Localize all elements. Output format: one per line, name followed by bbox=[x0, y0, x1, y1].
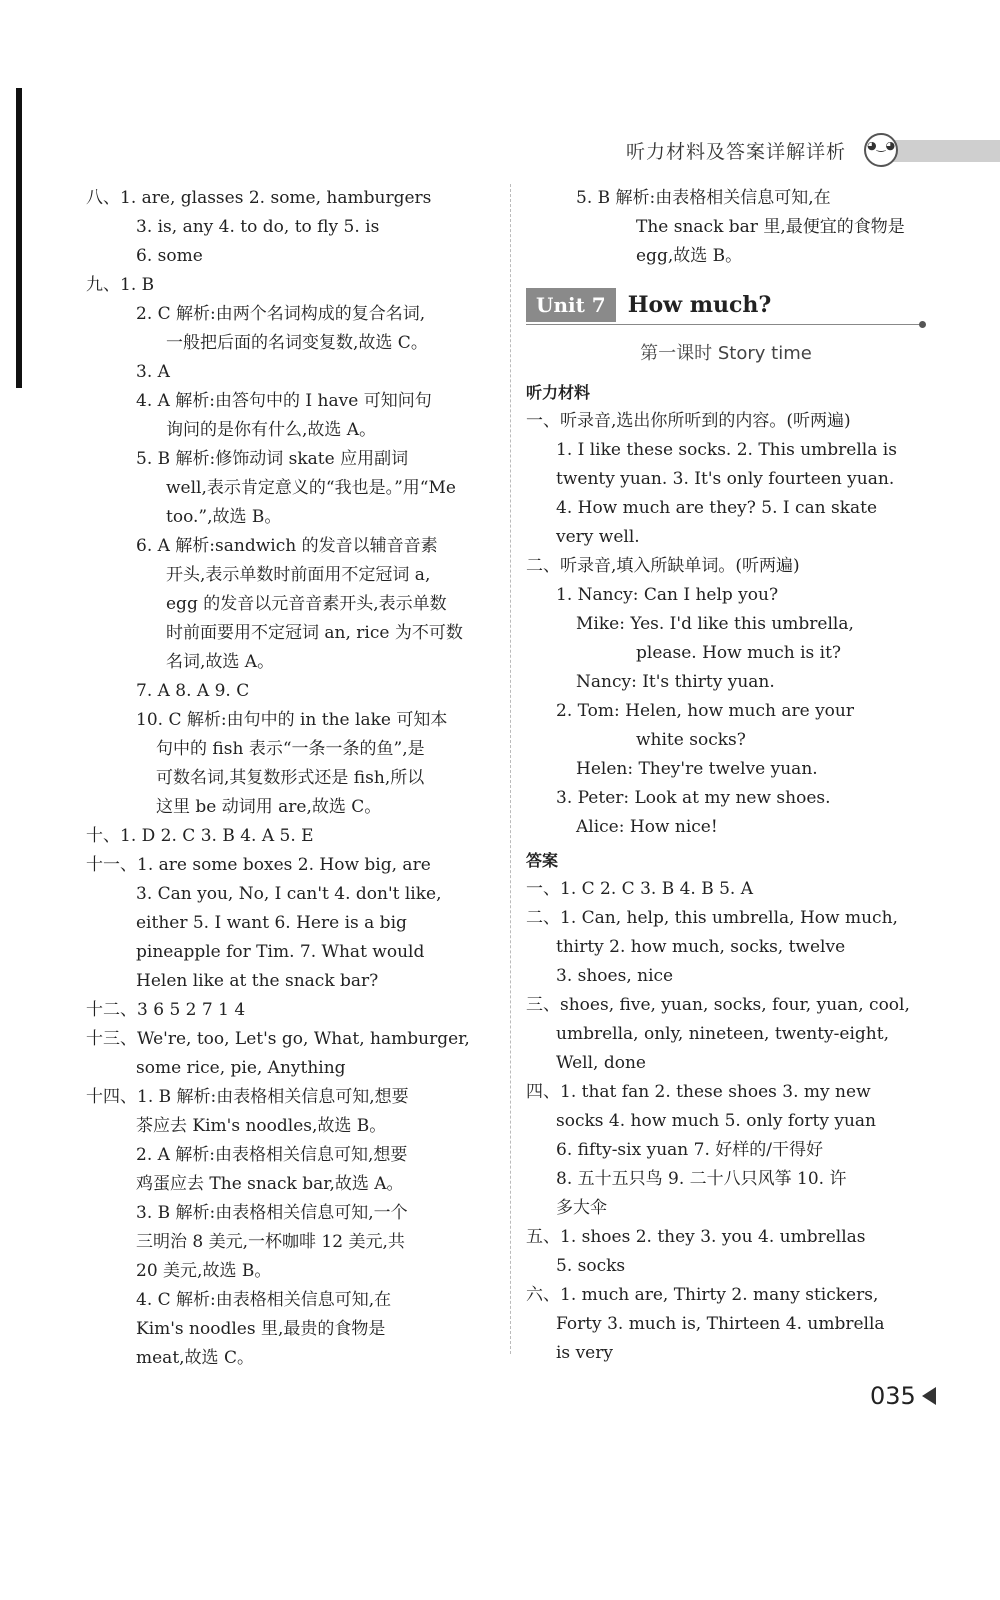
right-column bbox=[526, 184, 926, 1368]
text-line: 一般把后面的名词变复数,故选 C。 bbox=[166, 333, 428, 353]
text-line: Helen: They're twelve yuan. bbox=[576, 759, 818, 779]
text-line: 时前面要用不定冠词 an, rice 为不可数 bbox=[166, 623, 463, 643]
text-line: 3. is, any 4. to do, to fly 5. is bbox=[136, 217, 380, 237]
text-line: umbrella, only, nineteen, twenty-eight, bbox=[556, 1024, 889, 1044]
text-line: 多大伞 bbox=[556, 1198, 607, 1218]
text-line: 一、1. C 2. C 3. B 4. B 5. A bbox=[526, 879, 754, 899]
text-line: too.”,故选 B。 bbox=[166, 507, 282, 527]
text-line: 5. socks bbox=[556, 1256, 626, 1276]
text-line: 1. Nancy: Can I help you? bbox=[556, 585, 779, 605]
text-line: 十、1. D 2. C 3. B 4. A 5. E bbox=[86, 826, 314, 846]
text-line: pineapple for Tim. 7. What would bbox=[136, 942, 425, 962]
text-line: some rice, pie, Anything bbox=[136, 1058, 346, 1078]
text-line: 十四、1. B 解析:由表格相关信息可知,想要 bbox=[86, 1087, 409, 1107]
text-line: 二、听录音,填入所缺单词。(听两遍) bbox=[526, 556, 800, 576]
text-line: Nancy: It's thirty yuan. bbox=[576, 672, 775, 692]
text-line: 十二、3 6 5 2 7 1 4 bbox=[86, 1000, 246, 1020]
text-line: 2. Tom: Helen, how much are your bbox=[556, 701, 854, 721]
text-line: 5. B 解析:由表格相关信息可知,在 bbox=[576, 188, 831, 208]
text-line: egg 的发音以元音音素开头,表示单数 bbox=[166, 594, 447, 614]
text-line: please. How much is it? bbox=[636, 643, 842, 663]
column-divider bbox=[510, 184, 511, 1354]
unit-underline-dot bbox=[919, 321, 926, 328]
page-header bbox=[610, 128, 1000, 172]
text-line: 名词,故选 A。 bbox=[166, 652, 275, 672]
lesson-title: 第一课时 Story time bbox=[640, 343, 812, 364]
text-line: well,表示肯定意义的“我也是。”用“Me bbox=[166, 478, 456, 498]
text-line: 3. A bbox=[136, 362, 170, 382]
text-line: 6. fifty-six yuan 7. 好样的/干得好 bbox=[556, 1140, 823, 1160]
text-line: 6. some bbox=[136, 246, 203, 266]
text-line: meat,故选 C。 bbox=[136, 1348, 254, 1368]
text-line: 3. B 解析:由表格相关信息可知,一个 bbox=[136, 1203, 408, 1223]
text-line: 这里 be 动词用 are,故选 C。 bbox=[156, 797, 382, 817]
text-line: 五、1. shoes 2. they 3. you 4. umbrellas bbox=[526, 1227, 866, 1247]
unit-underline bbox=[526, 324, 920, 325]
text-line: Kim's noodles 里,最贵的食物是 bbox=[136, 1319, 386, 1339]
text-line: 7. A 8. A 9. C bbox=[136, 681, 250, 701]
page-number bbox=[870, 1382, 936, 1410]
text-line: twenty yuan. 3. It's only fourteen yuan. bbox=[556, 469, 895, 489]
text-line: 十一、1. are some boxes 2. How big, are bbox=[86, 855, 431, 875]
text-line: 鸡蛋应去 The snack bar,故选 A。 bbox=[136, 1174, 404, 1194]
text-line: 开头,表示单数时前面用不定冠词 a, bbox=[166, 565, 431, 585]
left-column bbox=[86, 184, 486, 1373]
text-line: 茶应去 Kim's noodles,故选 B。 bbox=[136, 1116, 387, 1136]
unit-badge: Unit 7 bbox=[526, 288, 616, 322]
text-line: thirty 2. how much, socks, twelve bbox=[556, 937, 846, 957]
mascot-icon bbox=[864, 133, 898, 167]
text-line: 九、1. B bbox=[86, 275, 155, 295]
triangle-left-icon bbox=[922, 1387, 936, 1405]
text-line: very well. bbox=[556, 527, 640, 547]
text-line: 一、听录音,选出你所听到的内容。(听两遍) bbox=[526, 411, 851, 431]
text-line: 可数名词,其复数形式还是 fish,所以 bbox=[156, 768, 425, 788]
section-listening-title: 听力材料 bbox=[526, 383, 591, 402]
text-line: The snack bar 里,最便宜的食物是 bbox=[636, 217, 905, 237]
text-line: either 5. I want 6. Here is a big bbox=[136, 913, 407, 933]
text-line: 三、shoes, five, yuan, socks, four, yuan, cool, bbox=[526, 995, 910, 1015]
text-line: 2. C 解析:由两个名词构成的复合名词, bbox=[136, 304, 426, 324]
text-line: Helen like at the snack bar? bbox=[136, 971, 379, 991]
text-line: white socks? bbox=[636, 730, 746, 750]
text-line: 3. shoes, nice bbox=[556, 966, 674, 986]
text-line: Mike: Yes. I'd like this umbrella, bbox=[576, 614, 854, 634]
text-line: egg,故选 B。 bbox=[636, 246, 743, 266]
text-line: 10. C 解析:由句中的 in the lake 可知本 bbox=[136, 710, 448, 730]
page-number-text: 035 bbox=[870, 1382, 916, 1410]
header-band bbox=[880, 140, 1000, 162]
text-line: 3. Can you, No, I can't 4. don't like, bbox=[136, 884, 442, 904]
text-line: 八、1. are, glasses 2. some, hamburgers bbox=[86, 188, 432, 208]
text-line: 5. B 解析:修饰动词 skate 应用副词 bbox=[136, 449, 409, 469]
text-line: Forty 3. much is, Thirteen 4. umbrella bbox=[556, 1314, 885, 1334]
text-line: 四、1. that fan 2. these shoes 3. my new bbox=[526, 1082, 871, 1102]
text-line: 三明治 8 美元,一杯咖啡 12 美元,共 bbox=[136, 1232, 405, 1252]
unit-heading bbox=[526, 285, 926, 325]
section-answers-title: 答案 bbox=[526, 851, 559, 870]
text-line: Well, done bbox=[556, 1053, 646, 1073]
text-line: 1. I like these socks. 2. This umbrella is bbox=[556, 440, 897, 460]
text-line: 6. A 解析:sandwich 的发音以辅音音素 bbox=[136, 536, 438, 556]
text-line: 4. C 解析:由表格相关信息可知,在 bbox=[136, 1290, 392, 1310]
text-line: 十三、We're, too, Let's go, What, hamburger, bbox=[86, 1029, 470, 1049]
text-line: 3. Peter: Look at my new shoes. bbox=[556, 788, 831, 808]
text-line: 20 美元,故选 B。 bbox=[136, 1261, 272, 1281]
unit-name: How much? bbox=[627, 291, 772, 318]
text-line: 8. 五十五只鸟 9. 二十八只风筝 10. 许 bbox=[556, 1169, 847, 1189]
text-line: 句中的 fish 表示“一条一条的鱼”,是 bbox=[156, 739, 425, 759]
text-line: 二、1. Can, help, this umbrella, How much, bbox=[526, 908, 898, 928]
text-line: 六、1. much are, Thirty 2. many stickers, bbox=[526, 1285, 879, 1305]
text-line: 2. A 解析:由表格相关信息可知,想要 bbox=[136, 1145, 408, 1165]
right-top-answers bbox=[526, 184, 926, 271]
text-line: 询问的是你有什么,故选 A。 bbox=[166, 420, 377, 440]
text-line: 4. A 解析:由答句中的 I have 可知问句 bbox=[136, 391, 432, 411]
text-line: Alice: How nice! bbox=[576, 817, 718, 837]
listening-section bbox=[526, 407, 926, 842]
answers-section bbox=[526, 875, 926, 1368]
header-title: 听力材料及答案详解详析 bbox=[626, 140, 847, 163]
text-line: is very bbox=[556, 1343, 613, 1363]
margin-rule bbox=[16, 88, 22, 388]
text-line: socks 4. how much 5. only forty yuan bbox=[556, 1111, 876, 1131]
text-line: 4. How much are they? 5. I can skate bbox=[556, 498, 878, 518]
